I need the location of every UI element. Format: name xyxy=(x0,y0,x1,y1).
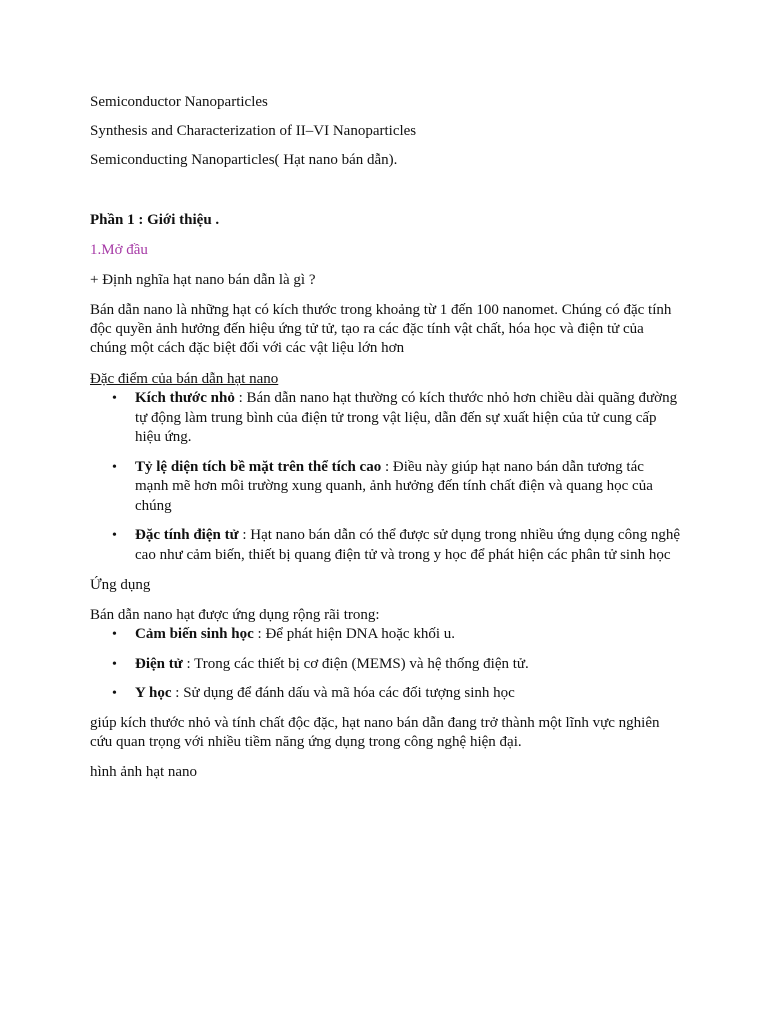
list-item xyxy=(90,458,680,517)
item-term: Y học xyxy=(135,685,172,701)
list-item xyxy=(90,684,680,704)
applications-list xyxy=(90,625,680,704)
item-term: Tỷ lệ diện tích bề mặt trên thể tích cao xyxy=(135,458,382,475)
item-term: Đặc tính điện tử xyxy=(135,527,239,543)
item-term: Cảm biến sinh học xyxy=(135,626,254,642)
definition-paragraph: Bán dẫn nano là những hạt có kích thước trong khoảng từ 1 đến 100 nanomet. Chúng có đặc tính độc quyền ảnh hưởng đến hiệu ứng tử tử, tạo ra các đặc tính vật chất, hóa học và điện tử của chúng một cách đặc biệt đối với các vật liệu lớn hơn xyxy=(90,302,672,356)
bullet-icon: • xyxy=(112,656,117,672)
conclusion-paragraph: giúp kích thước nhỏ và tính chất độc đặc, hạt nano bán dẫn đang trở thành một lĩnh vực nghiên cứu quan trọng với nhiều tiềm năng ứng dụng trong công nghệ hiện đại. xyxy=(90,714,660,750)
item-term: Điện tử xyxy=(135,655,183,672)
bullet-icon: • xyxy=(112,627,117,642)
document-page xyxy=(90,93,680,782)
definition-question: + Định nghĩa hạt nano bán dẫn là gì ? xyxy=(90,272,316,288)
part-title: Phần 1 : Giới thiệu . xyxy=(90,212,220,228)
item-text: : Sử dụng để đánh dấu và mã hóa các đối tượng sinh học xyxy=(171,685,515,701)
item-text: : Để phát hiện DNA hoặc khối u. xyxy=(253,626,455,642)
item-text: : Điều này giúp hạt nano bán dẫn tương tác mạnh mẽ hơn môi trường xung quanh, ảnh hưởng đến tính chất điện và quang học của chúng xyxy=(135,458,653,514)
applications-heading: Ứng dụng xyxy=(90,577,151,593)
list-item xyxy=(90,655,680,675)
item-text: : Trong các thiết bị cơ điện (MEMS) và hệ thống điện tử. xyxy=(182,655,529,672)
item-term: Kích thước nhỏ xyxy=(135,390,235,406)
bullet-icon: • xyxy=(112,459,117,475)
characteristics-heading: Đặc điểm của bán dẫn hạt nano xyxy=(90,371,279,387)
header-line-2: Synthesis and Characterization of II–VI Nanoparticles xyxy=(90,123,417,139)
intro-heading: 1.Mở đầu xyxy=(90,242,148,258)
characteristics-list xyxy=(90,389,680,565)
list-item xyxy=(90,625,680,645)
bullet-icon: • xyxy=(112,528,117,543)
bullet-icon: • xyxy=(112,686,117,701)
list-item xyxy=(90,526,680,565)
header-line-1: Semiconductor Nanoparticles xyxy=(90,94,268,110)
bullet-icon: • xyxy=(112,391,117,406)
item-text: : Hạt nano bán dẫn có thể được sử dụng trong nhiều ứng dụng công nghệ cao như cảm biến, thiết bị quang điện tử và trong y học để phát hiện các phân tử sinh học xyxy=(135,527,680,563)
item-text: : Bán dẫn nano hạt thường có kích thước nhỏ hơn chiều dài quãng đường tự động làm trung bình của điện tử trong vật liệu, dẫn đến sự xuất hiện của tử cung cấp hiệu ứng. xyxy=(135,390,678,445)
list-item xyxy=(90,389,680,448)
applications-intro: Bán dẫn nano hạt được ứng dụng rộng rãi trong: xyxy=(90,607,380,623)
image-caption: hình ảnh hạt nano xyxy=(90,763,198,780)
header-line-3: Semiconducting Nanoparticles( Hạt nano bán dẫn). xyxy=(90,152,398,168)
